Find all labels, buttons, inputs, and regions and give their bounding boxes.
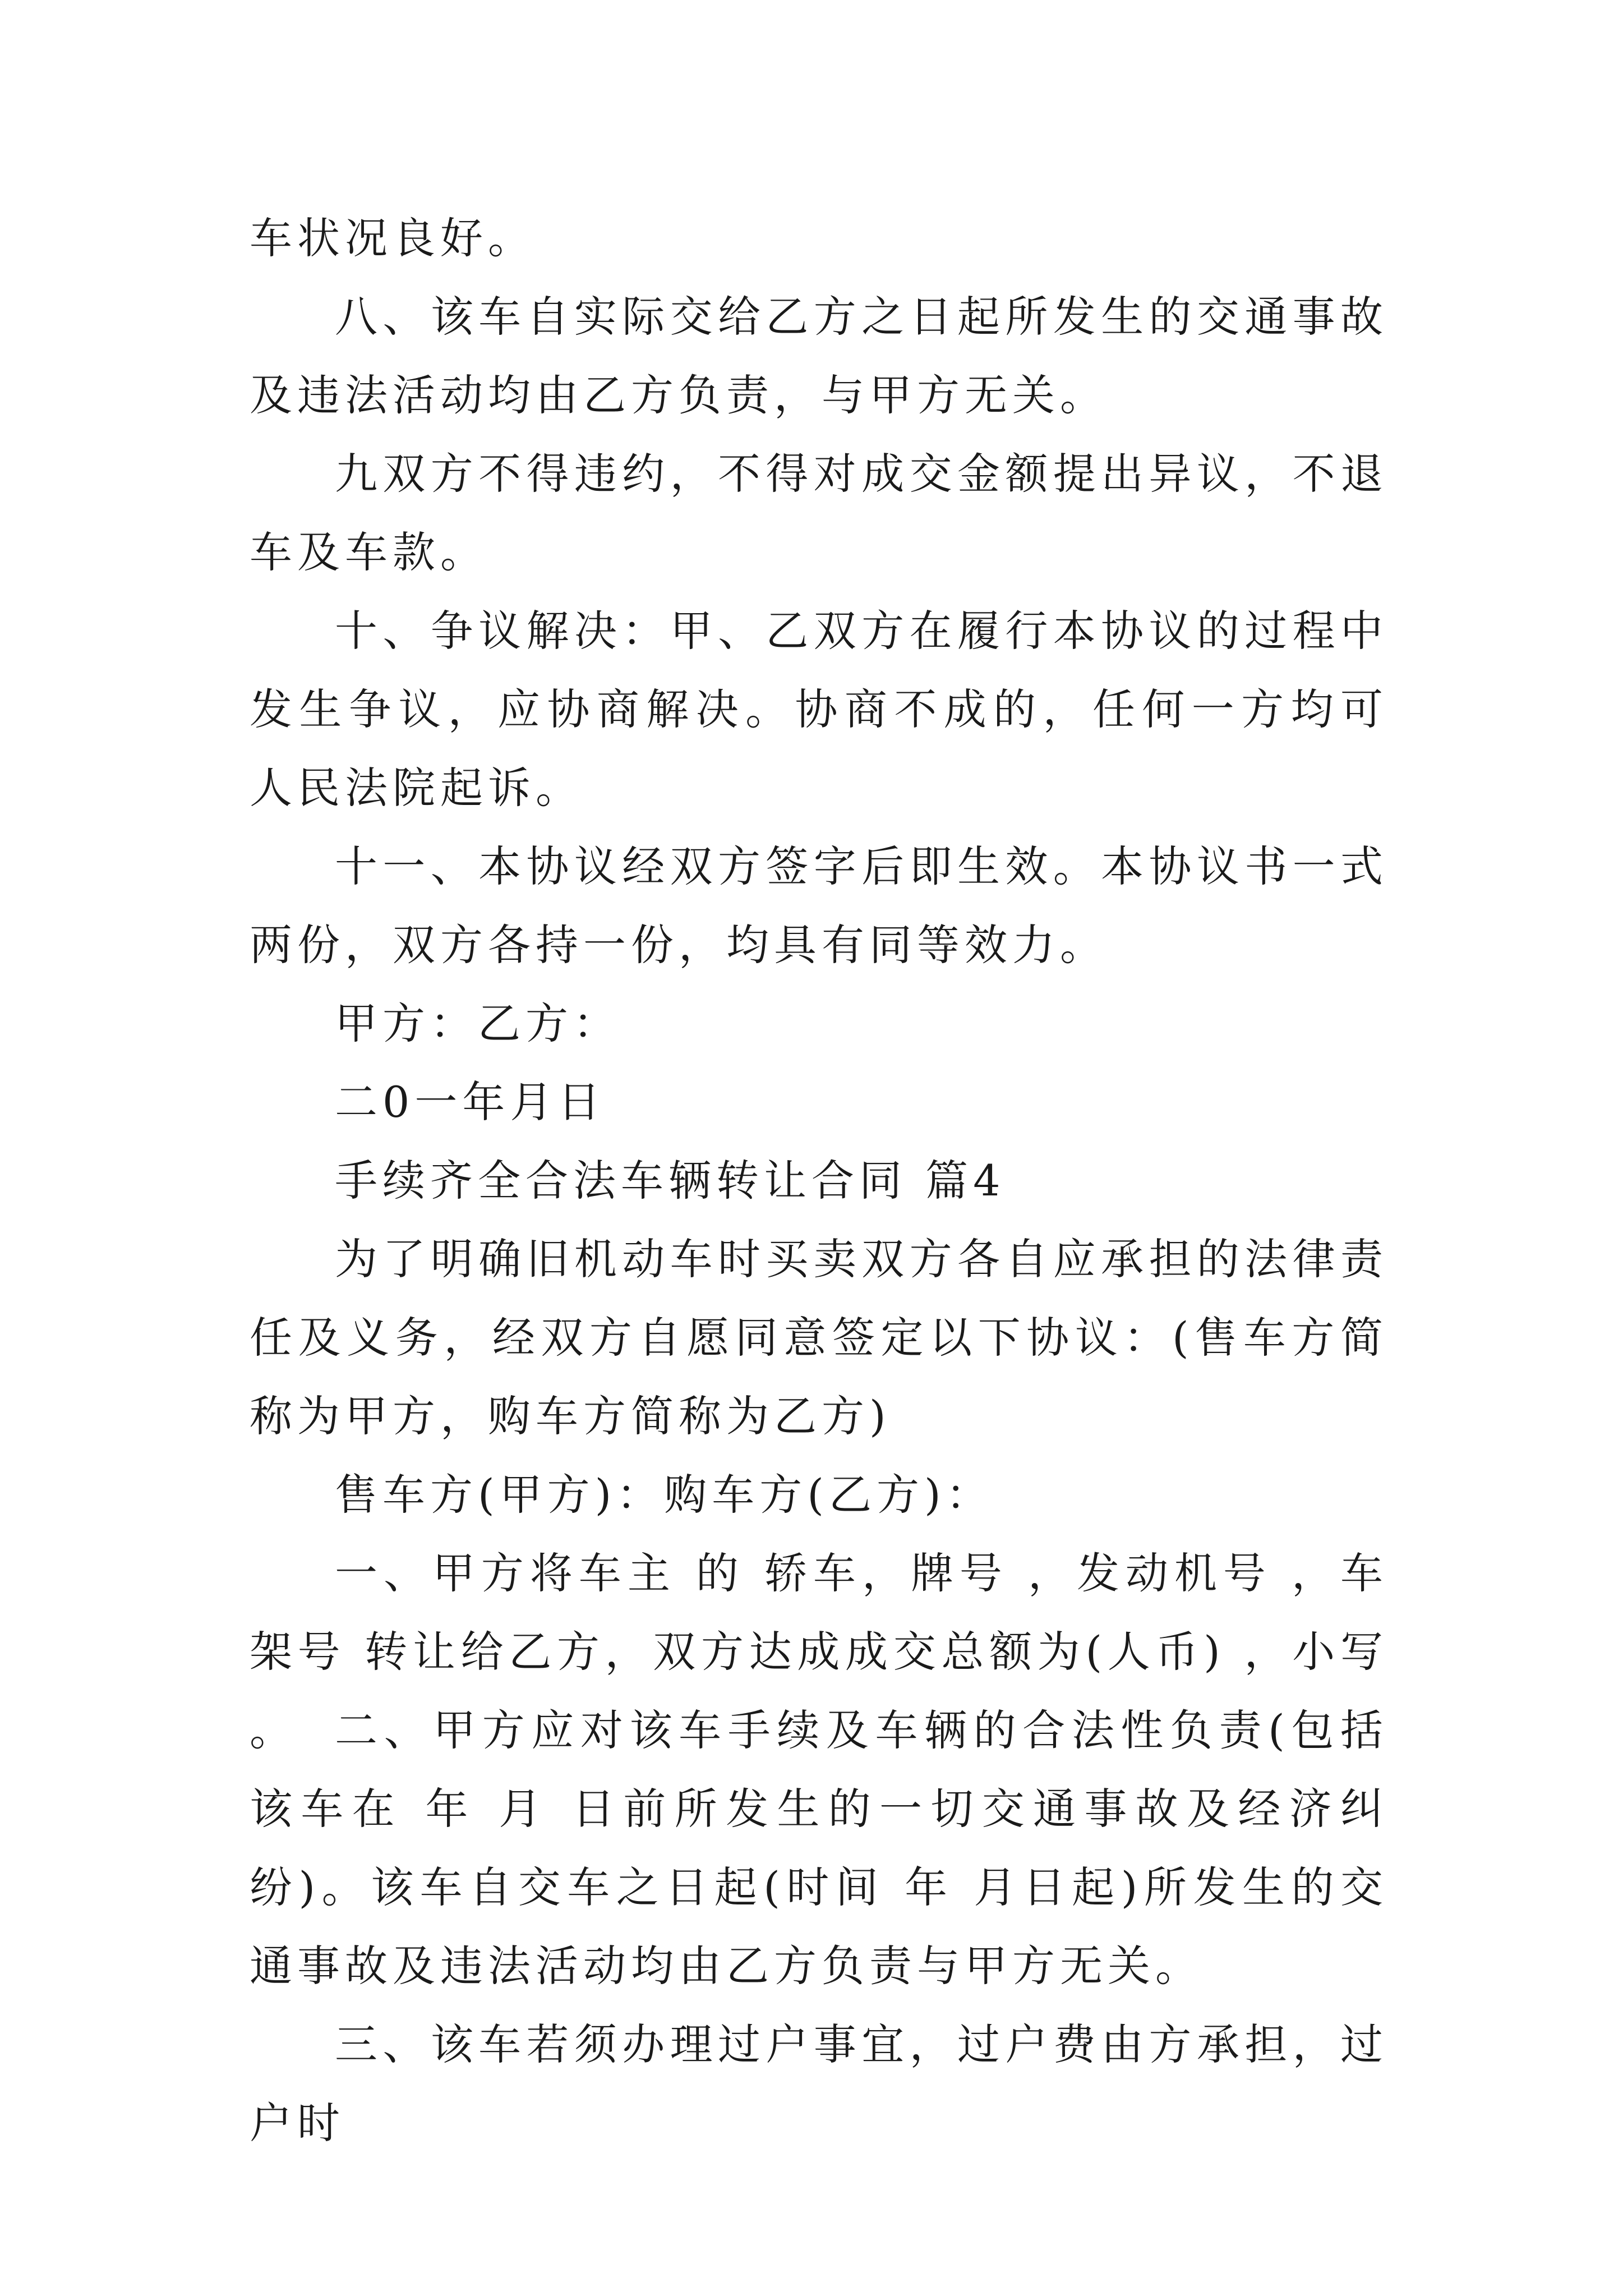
signature-line: 甲方：乙方：: [335, 999, 621, 1048]
paragraph-clause-2: 二、甲方应对该车手续及车辆的合法性负责(包括该车在 年 月 日前所发生的一切交通事故及经济纠纷)。该车自交车之日起(时间 年 月日起)所发生的交通事故及违法活动均由乙方负责与甲方无关。: [250, 1705, 1388, 1991]
paragraph-clause-11: 十一、本协议经双方签字后即生效。本协议书一式两份，双方各持一份，均具有同等效力。: [250, 841, 1388, 970]
paragraph-clause-9: 九双方不得违约，不得对成交金额提出异议，不退车及车款。: [250, 449, 1388, 577]
paragraph-clause-3: 三、该车若须办理过户事宜，过户费由方承担，过户时: [250, 2019, 1388, 2148]
section-title: 手续齐全合法车辆转让合同 篇4: [335, 1156, 1006, 1205]
paragraph-clause-1: 一、甲方将车主 的 轿车，牌号 ，发动机号 ，车架号 转让给乙方，双方达成成交总额为(人币) ，小写 。: [250, 1548, 1388, 1755]
paragraph-preamble: 为了明确旧机动车时买卖双方各自应承担的法律责任及义务，经双方自愿同意签定以下协议：(售车方简称为甲方，购车方简称为乙方): [250, 1234, 1388, 1441]
paragraph-clause-10: 十、争议解决：甲、乙双方在履行本协议的过程中发生争议，应协商解决。协商不成的，任何一方均可人民法院起诉。: [250, 606, 1388, 813]
parties-line: 售车方(甲方)：购车方(乙方)：: [335, 1470, 994, 1520]
date-line: 二0一年月日: [335, 1077, 606, 1127]
paragraph-continuation: 车状况良好。: [250, 213, 536, 263]
paragraph-clause-8: 八、该车自实际交给乙方之日起所发生的交通事故及违法活动均由乙方负责，与甲方无关。: [250, 292, 1388, 420]
